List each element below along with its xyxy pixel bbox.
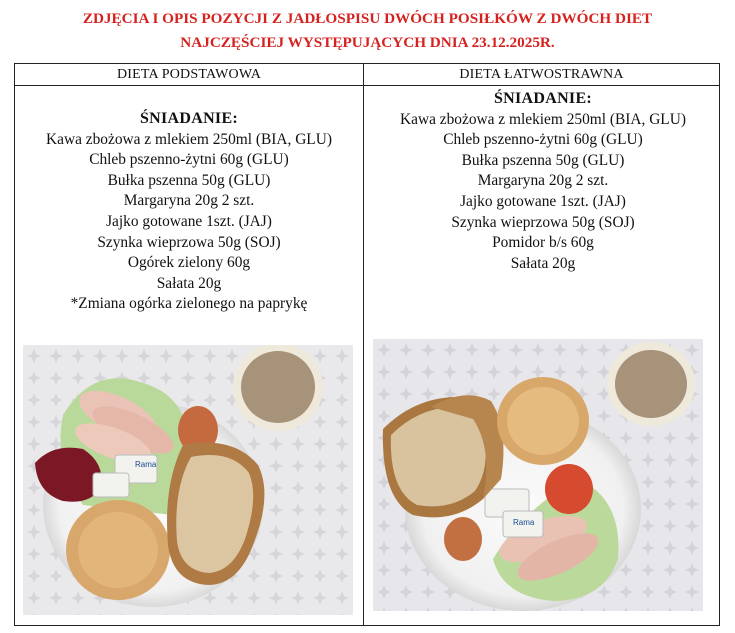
menu-column-basic-diet	[19, 109, 359, 315]
menu-item: Kawa zbożowa z mlekiem 250ml (BIA, GLU)	[46, 130, 332, 148]
menu-item: Szynka wieprzowa 50g (SOJ)	[451, 213, 635, 231]
menu-item: Jajko gotowane 1szt. (JAJ)	[460, 192, 626, 210]
column-header-basic-diet: DIETA PODSTAWOWA	[116, 67, 262, 82]
column-divider	[363, 64, 364, 625]
meal-name: ŚNIADANIE:	[493, 90, 593, 107]
column-header-easy-diet: DIETA ŁATWOSTRAWNA	[459, 67, 624, 82]
menu-item: Bułka pszenna 50g (GLU)	[461, 151, 625, 169]
menu-item: Chleb pszenno-żytni 60g (GLU)	[443, 131, 643, 149]
menu-item: Jajko gotowane 1szt. (JAJ)	[106, 212, 272, 230]
margarine-label: Rama	[513, 518, 535, 527]
menu-item: Chleb pszenno-żytni 60g (GLU)	[89, 151, 289, 169]
menu-item: Bułka pszenna 50g (GLU)	[107, 171, 271, 189]
document-title	[0, 7, 735, 55]
meal-name: ŚNIADANIE:	[139, 110, 239, 127]
breakfast-photo-basic-diet	[23, 345, 353, 615]
coffee	[615, 350, 687, 418]
menu-item: Pomidor b/s 60g	[492, 234, 594, 252]
tomato	[545, 464, 593, 514]
menu-item: Kawa zbożowa z mlekiem 250ml (BIA, GLU)	[400, 110, 686, 128]
breakfast-photo-easy-digestible-diet	[373, 339, 703, 611]
menu-column-easy-diet	[368, 89, 718, 274]
margarine-label: Rama	[135, 460, 157, 469]
menu-item: Margaryna 20g 2 szt.	[123, 192, 255, 210]
egg	[444, 517, 482, 561]
menu-item: Szynka wieprzowa 50g (SOJ)	[97, 233, 281, 251]
header-divider	[15, 85, 719, 86]
menu-item: Margaryna 20g 2 szt.	[477, 172, 609, 190]
title-line-1: ZDJĘCIA I OPIS POZYCJI Z JADŁOSPISU DWÓCH POSIŁKÓW Z DWÓCH DIET	[82, 10, 653, 27]
menu-item: Sałata 20g	[156, 274, 222, 292]
menu-item: Sałata 20g	[510, 254, 576, 272]
coffee	[241, 351, 315, 423]
menu-table	[14, 63, 720, 626]
substitution-note: *Zmiana ogórka zielonego na paprykę	[70, 295, 308, 313]
title-line-2: NAJCZĘŚCIEJ WYSTĘPUJĄCYCH DNIA 23.12.2025R.	[180, 34, 555, 51]
menu-item: Ogórek zielony 60g	[127, 254, 251, 272]
